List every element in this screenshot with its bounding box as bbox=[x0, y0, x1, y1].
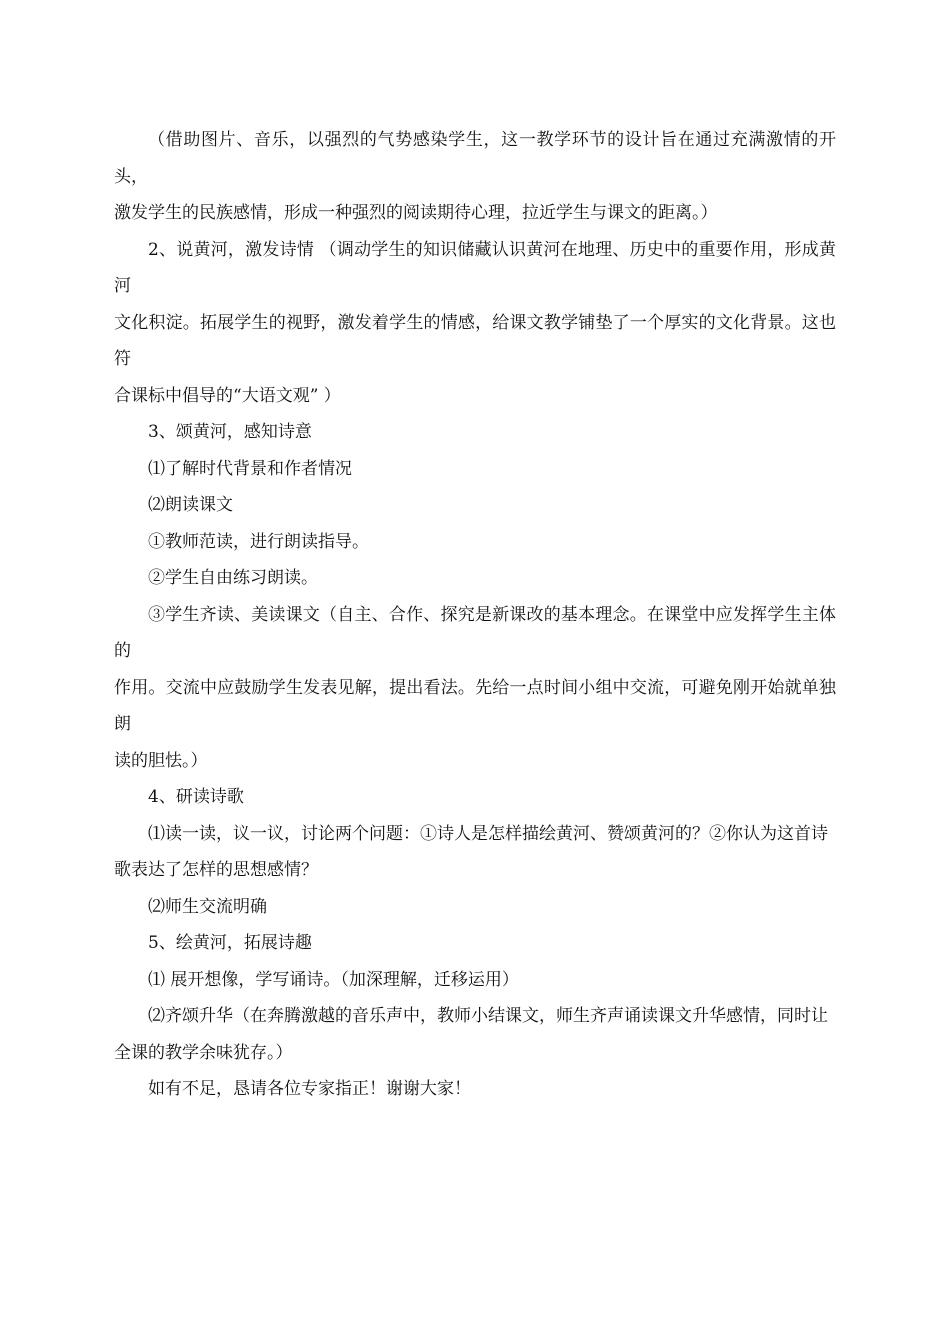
paragraph-step-2 bbox=[114, 232, 836, 415]
text-line: 如有不足，恳请各位专家指正！谢谢大家！ bbox=[148, 1079, 471, 1099]
document-body bbox=[114, 122, 836, 1108]
text-line: 5、绘黄河，拓展诗趣 bbox=[148, 933, 312, 953]
text-line: 歌表达了怎样的思想感情？ bbox=[114, 860, 318, 880]
paragraph-intro-note bbox=[114, 122, 836, 232]
text-line: （借助图片、音乐，以强烈的气势感染学生，这一教学环节的设计旨在通过充满激情的开头， bbox=[114, 130, 836, 187]
text-line: 合课标中倡导的“大语文观” ） bbox=[114, 385, 341, 406]
text-line: 4、研读诗歌 bbox=[148, 787, 244, 807]
paragraph-subitem-2 bbox=[114, 560, 836, 597]
paragraph-subitem-3 bbox=[114, 597, 836, 780]
paragraph-step-5-item-1 bbox=[114, 962, 836, 999]
paragraph-subitem-1 bbox=[114, 524, 836, 561]
text-line: 2、说黄河，激发诗情 （调动学生的知识储藏认识黄河在地理、历史中的重要作用，形成黄河 bbox=[114, 239, 836, 296]
text-line: ⑵齐颂升华（在奔腾激越的音乐声中，教师小结课文，师生齐声诵读课文升华感情，同时让 bbox=[148, 1006, 828, 1026]
text-line: 读的胆怯。） bbox=[114, 750, 208, 771]
paragraph-closing bbox=[114, 1071, 836, 1108]
text-line: ③学生齐读、美读课文（自主、合作、探究是新课改的基本理念。在课堂中应发挥学生主体的 bbox=[114, 604, 836, 661]
text-line: 文化积淀。拓展学生的视野，激发着学生的情感，给课文教学铺垫了一个厚实的文化背景。这也符 bbox=[114, 312, 836, 369]
text-line: ⑵朗读课文 bbox=[148, 495, 233, 515]
text-line: ①教师范读，进行朗读指导。 bbox=[148, 531, 369, 552]
text-line: ②学生自由练习朗读。 bbox=[148, 568, 318, 588]
text-line: ⑴ 展开想像，学写诵诗。（加深理解，迁移运用） bbox=[148, 969, 519, 990]
paragraph-step-3-item-1 bbox=[114, 451, 836, 488]
text-line: 3、颂黄河，感知诗意 bbox=[148, 422, 312, 442]
text-line: ⑴了解时代背景和作者情况 bbox=[148, 458, 352, 479]
paragraph-step-4-item-1 bbox=[114, 816, 836, 889]
text-line: 激发学生的民族感情，形成一种强烈的阅读期待心理，拉近学生与课文的距离。） bbox=[114, 203, 718, 223]
paragraph-step-4 bbox=[114, 779, 836, 816]
text-line: ⑵师生交流明确 bbox=[148, 896, 267, 917]
paragraph-step-4-item-2 bbox=[114, 889, 836, 926]
paragraph-step-5-item-2 bbox=[114, 998, 836, 1071]
text-line: 作用。交流中应鼓励学生发表见解，提出看法。先给一点时间小组中交流，可避免刚开始就单独朗 bbox=[114, 677, 836, 734]
text-line: ⑴读一读，议一议，讨论两个问题：①诗人是怎样描绘黄河、赞颂黄河的？②你认为这首诗 bbox=[148, 823, 828, 844]
paragraph-step-5 bbox=[114, 925, 836, 962]
paragraph-step-3-item-2 bbox=[114, 487, 836, 524]
text-line: 全课的教学余味犹存。） bbox=[114, 1042, 293, 1063]
paragraph-step-3 bbox=[114, 414, 836, 451]
